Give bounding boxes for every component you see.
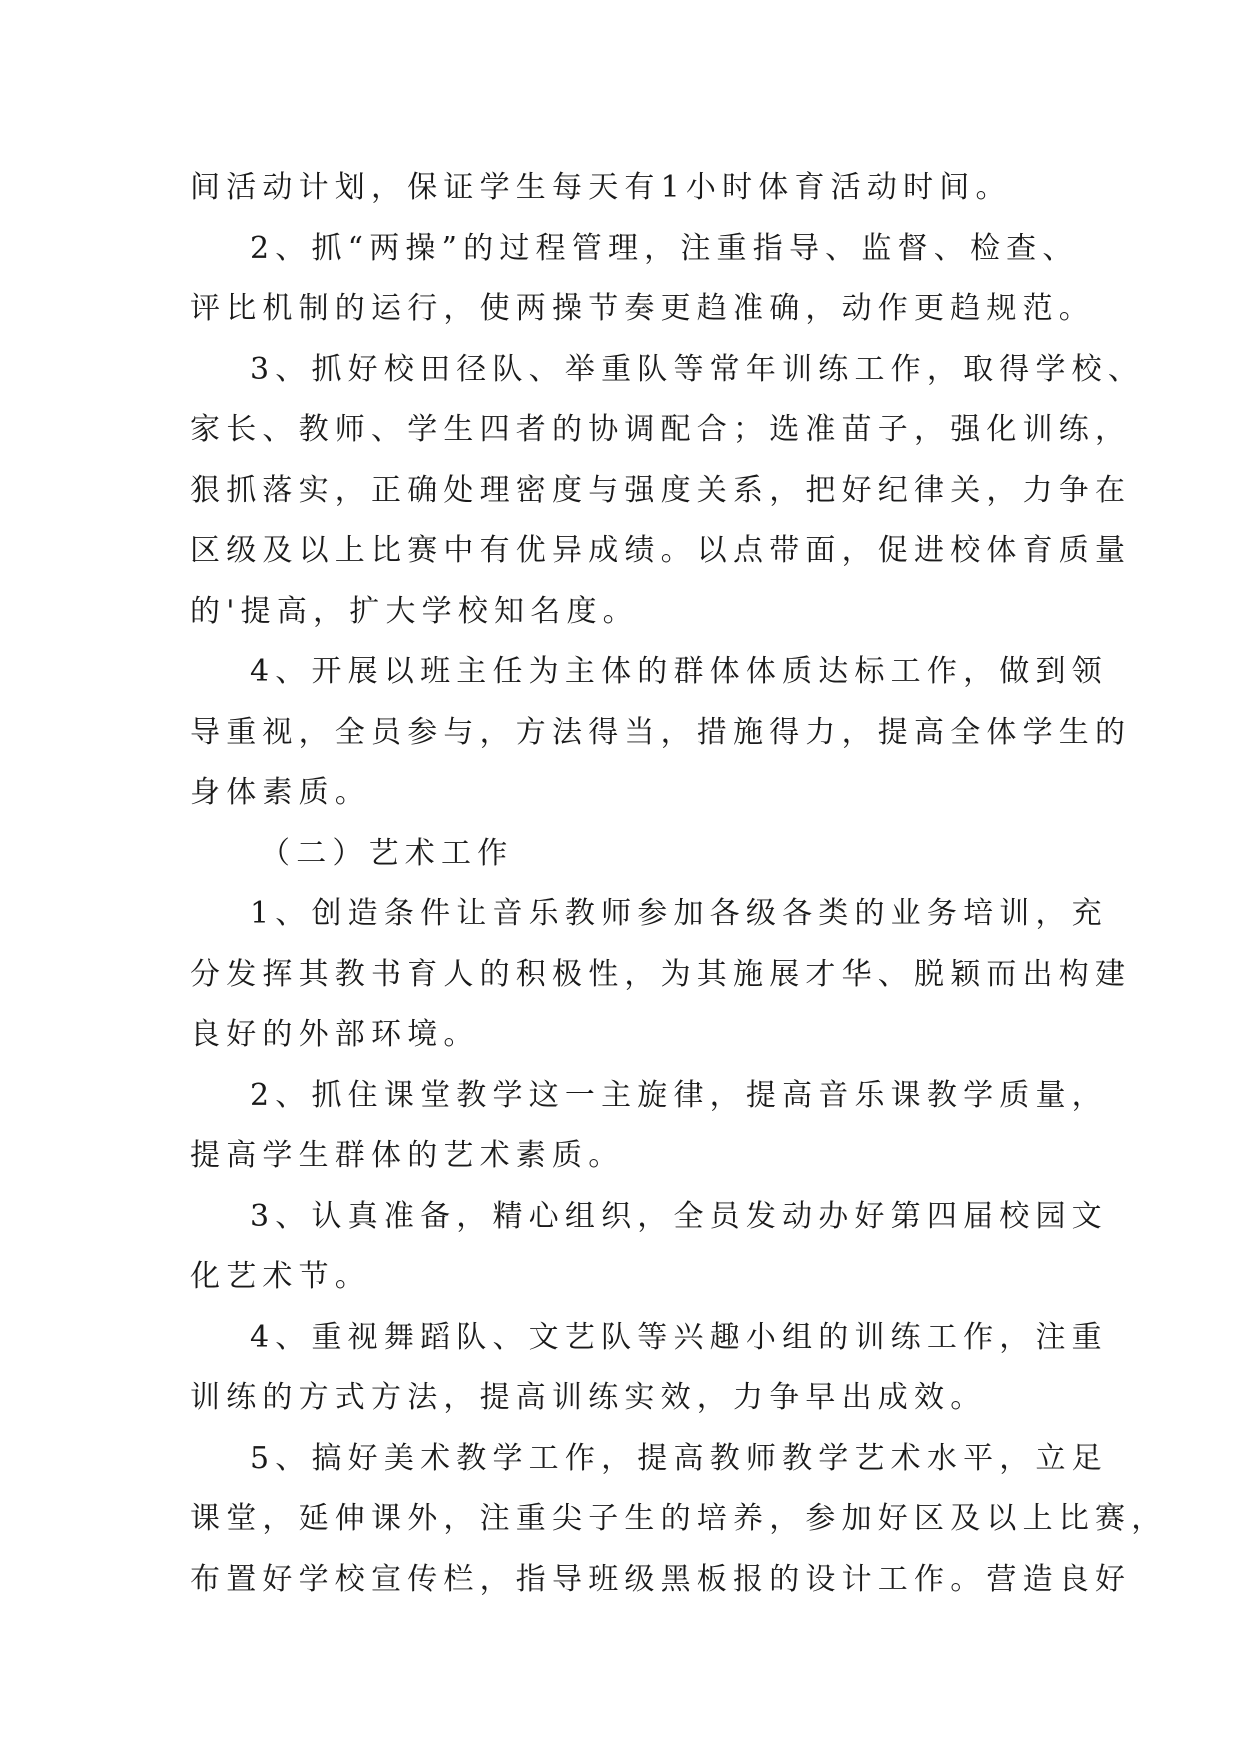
text-line: 家长、教师、学生四者的协调配合；选准苗子，强化训练， [190,412,1132,447]
text-line: 化艺术节。 [190,1259,371,1294]
text-line: 导重视，全员参与，方法得当，措施得力，提高全体学生的 [190,714,1132,750]
document-body [190,158,1168,1610]
text-line: 2、抓住课堂教学这一主旋律，提高音乐课教学质量， [250,1077,1108,1113]
text-line: 的'提高，扩大学校知名度。 [190,593,639,629]
text-line: 评比机制的运行，使两操节奏更趋准确，动作更趋规范。 [190,291,1095,326]
text-line: 训练的方式方法，提高训练实效，力争早出成效。 [190,1380,987,1415]
text-line: 3、抓好校田径队、举重队等常年训练工作，取得学校、 [250,351,1145,387]
text-line: 1、创造条件让音乐教师参加各级各类的业务培训，充 [250,896,1108,931]
section-heading: （二）艺术工作 [260,835,514,871]
text-line: 5、搞好美术教学工作，提高教师教学艺术水平，立足 [250,1440,1108,1476]
text-line: 良好的外部环境。 [190,1017,480,1052]
text-line: 2、抓“两操”的过程管理，注重指导、监督、检查、 [250,230,1079,266]
text-line: 课堂，延伸课外，注重尖子生的培养，参加好区及以上比赛， [190,1501,1168,1536]
text-line: 布置好学校宣传栏，指导班级黑板报的设计工作。营造良好 [190,1561,1132,1597]
text-line: 分发挥其教书育人的积极性，为其施展才华、脱颖而出构建 [190,956,1132,992]
text-line: 区级及以上比赛中有优异成绩。以点带面，促进校体育质量 [190,533,1132,568]
text-line: 3、认真准备，精心组织，全员发动办好第四届校园文 [250,1198,1108,1234]
text-line: 4、开展以班主任为主体的群体体质达标工作，做到领 [250,654,1108,689]
text-line: 间活动计划，保证学生每天有1小时体育活动时间。 [190,170,1012,205]
text-line: 4、重视舞蹈队、文艺队等兴趣小组的训练工作，注重 [250,1319,1108,1355]
text-line: 身体素质。 [190,775,371,810]
text-line: 狠抓落实，正确处理密度与强度关系，把好纪律关，力争在 [190,472,1132,508]
text-line: 提高学生群体的艺术素质。 [190,1138,625,1173]
